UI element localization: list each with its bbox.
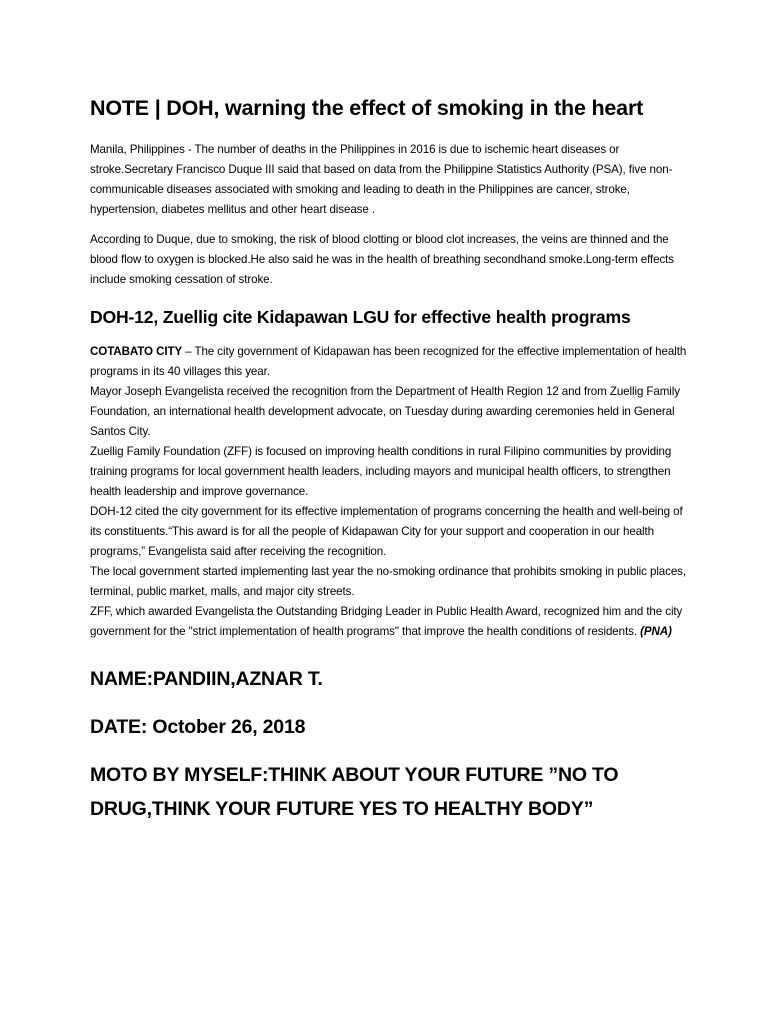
article-2-title: DOH-12, Zuellig cite Kidapawan LGU for effective health programs [90,307,631,327]
article-2-paragraph-4: The local government started implementing last year the no-smoking ordinance that prohibits smoking in public places, terminal, public market, malls, and major city streets. [90,565,686,598]
article-1-title: NOTE | DOH, warning the effect of smoking in the heart [90,96,644,120]
student-name: NAME:PANDIIN,AZNAR T. [90,668,323,690]
article-2-dateline: COTABATO CITY [90,345,183,358]
article-2-credit: (PNA) [640,625,672,638]
article-2-paragraph-2: Zuellig Family Foundation (ZFF) is focused on improving health conditions in rural Filipino communities by providing training programs for local government health leaders, including mayors and municipal health officers, to strengthen health leadership and improve governance. [90,445,672,498]
article-2-last-paragraph [90,602,690,642]
article-1-paragraph-1: Manila, Philippines - The number of deaths in the Philippines in 2016 is due to ischemic heart diseases or stroke.Secretary Francisco Duque III said that based on data from the Philippine Statistics Authority (PSA), five non-communicable diseases associated with smoking and leading to death in the Philippines are cancer, stroke, hypertension, diabetes mellitus and other heart disease . [90,143,673,216]
personal-motto: MOTO BY MYSELF:THINK ABOUT YOUR FUTURE ”NO TO DRUG,THINK YOUR FUTURE YES TO HEALTHY BODY” [90,764,619,820]
article-2-last-paragraph-text: ZFF, which awarded Evangelista the Outstanding Bridging Leader in Public Health Award, recognized him and the city government for the "strict implementation of health programs" that improve the health conditions of residents. [90,605,683,638]
article-2-paragraph-1: Mayor Joseph Evangelista received the recognition from the Department of Health Region 12 and from Zuellig Family Foundation, an international health development advocate, on Tuesday during awarding ceremonies held in General Santos City. [90,385,680,438]
article-1-paragraph-2: According to Duque, due to smoking, the risk of blood clotting or blood clot increases, the veins are thinned and the blood flow to oxygen is blocked.He also said he was in the health of breathing secondhand smoke.Long-term effects include smoking cessation of stroke. [90,233,674,286]
article-2-lead-text: – The city government of Kidapawan has been recognized for the effective implementation of health programs in its 40 villages this year. [90,345,687,378]
article-2-lead-paragraph [90,342,690,382]
document-date: DATE: October 26, 2018 [90,716,306,738]
document-page [90,92,690,826]
article-2-paragraph-3: DOH-12 cited the city government for its effective implementation of programs concerning the health and well-being of its constituents.“This award is for all the people of Kidapawan City for your support and cooperation in our health programs,” Evangelista said after receiving the recognition. [90,505,683,558]
